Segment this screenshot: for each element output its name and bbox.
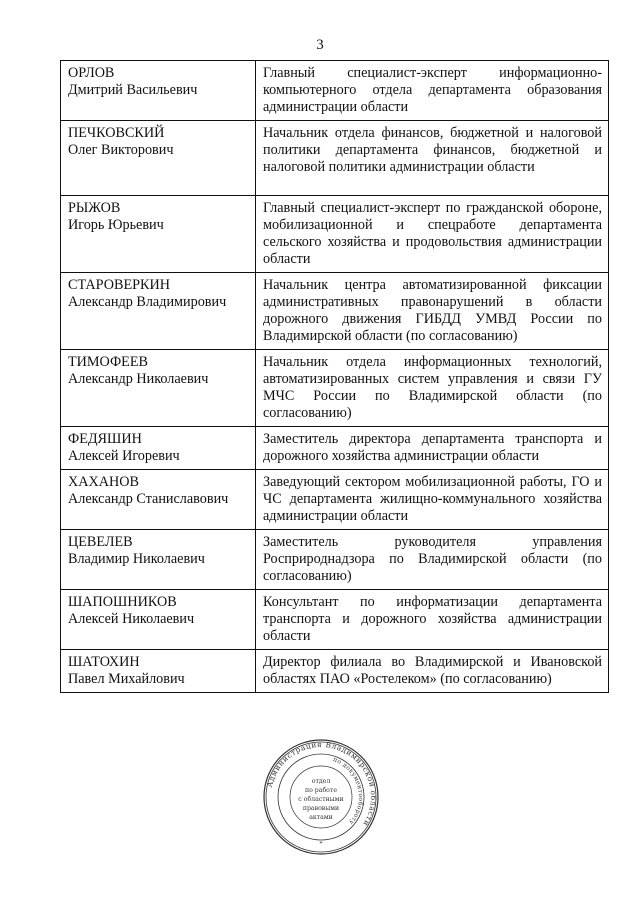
- stamp-outer-text: Администрация Владимирской области: [264, 739, 379, 828]
- name-cell: [61, 427, 256, 470]
- table-row: [61, 273, 609, 350]
- star-icon: *: [319, 840, 323, 848]
- member-given-name: Павел Михайлович: [68, 671, 185, 687]
- table-row: [61, 61, 609, 121]
- table-row: [61, 350, 609, 427]
- member-surname: ФЕДЯШИН: [68, 431, 142, 447]
- member-surname: ШАТОХИН: [68, 654, 140, 670]
- stamp-inner-line: с областными: [298, 796, 344, 803]
- name-cell: [61, 590, 256, 650]
- member-surname: ШАПОШНИКОВ: [68, 594, 177, 610]
- member-given-name: Александр Владимирович: [68, 294, 227, 310]
- table-row: [61, 650, 609, 693]
- stamp-inner-line: актами: [309, 814, 333, 821]
- member-position: Главный специалист-эксперт информационно-компьютерного отдела департамента образования администрации области: [256, 61, 609, 121]
- stamp-inner-line: по работе: [304, 787, 338, 794]
- member-position: Заместитель директора департамента транспорта и дорожного хозяйства администрации области: [256, 427, 609, 470]
- name-cell: [61, 350, 256, 427]
- stamp-inner-line: отдел: [311, 778, 331, 785]
- table-row: [61, 121, 609, 196]
- name-cell: [61, 121, 256, 196]
- members-table: [60, 60, 609, 693]
- table-row: [61, 470, 609, 530]
- member-position: Главный специалист-эксперт по гражданской обороне, мобилизационной и спецработе департамента сельского хозяйства и продовольствия администрации области: [256, 196, 609, 273]
- member-given-name: Игорь Юрьевич: [68, 217, 164, 233]
- member-surname: ПЕЧКОВСКИЙ: [68, 125, 165, 141]
- name-cell: [61, 650, 256, 693]
- name-cell: [61, 470, 256, 530]
- member-given-name: Алексей Николаевич: [68, 611, 195, 627]
- member-position: Заместитель руководителя управления Росприроднадзора по Владимирской области (по согласованию): [256, 530, 609, 590]
- member-position: Начальник центра автоматизированной фиксации административных правонарушений в области дорожного движения ГИБДД УМВД России по Владимирской области (по согласованию): [256, 273, 609, 350]
- table-row: [61, 530, 609, 590]
- member-position: Начальник отдела информационных технологий, автоматизированных систем управления и связи ГУ МЧС России по Владимирской области (по согласованию): [256, 350, 609, 427]
- name-cell: [61, 61, 256, 121]
- name-cell: [61, 273, 256, 350]
- name-cell: [61, 196, 256, 273]
- member-given-name: Александр Николаевич: [68, 371, 209, 387]
- member-given-name: Алексей Игоревич: [68, 448, 180, 464]
- member-surname: ХАХАНОВ: [68, 474, 139, 490]
- stamp-inner-line: правовыми: [302, 805, 340, 812]
- member-surname: РЫЖОВ: [68, 200, 121, 216]
- member-given-name: Владимир Николаевич: [68, 551, 205, 567]
- table-row: [61, 196, 609, 273]
- table-row: [61, 590, 609, 650]
- member-given-name: Александр Станиславович: [68, 491, 229, 507]
- member-position: Консультант по информатизации департамента транспорта и дорожного хозяйства администрации области: [256, 590, 609, 650]
- member-given-name: Олег Викторович: [68, 142, 174, 158]
- member-surname: ТИМОФЕЕВ: [68, 354, 148, 370]
- official-seal-stamp: [262, 738, 380, 856]
- name-cell: [61, 530, 256, 590]
- member-position: Директор филиала во Владимирской и Ивановской областях ПАО «Ростелеком» (по согласованию): [256, 650, 609, 693]
- member-surname: ОРЛОВ: [68, 65, 115, 81]
- table-row: [61, 427, 609, 470]
- member-surname: ЦЕВЕЛЕВ: [68, 534, 133, 550]
- member-surname: СТАРОВЕРКИН: [68, 277, 170, 293]
- page-number: 3: [316, 37, 324, 53]
- stamp-ring-text: по документообороту: [332, 756, 365, 827]
- member-position: Начальник отдела финансов, бюджетной и налоговой политики департамента финансов, бюджетной и налоговой политики администрации области: [256, 121, 609, 196]
- member-position: Заведующий сектором мобилизационной работы, ГО и ЧС департамента жилищно-коммунального хозяйства администрации области: [256, 470, 609, 530]
- member-given-name: Дмитрий Васильевич: [68, 82, 198, 98]
